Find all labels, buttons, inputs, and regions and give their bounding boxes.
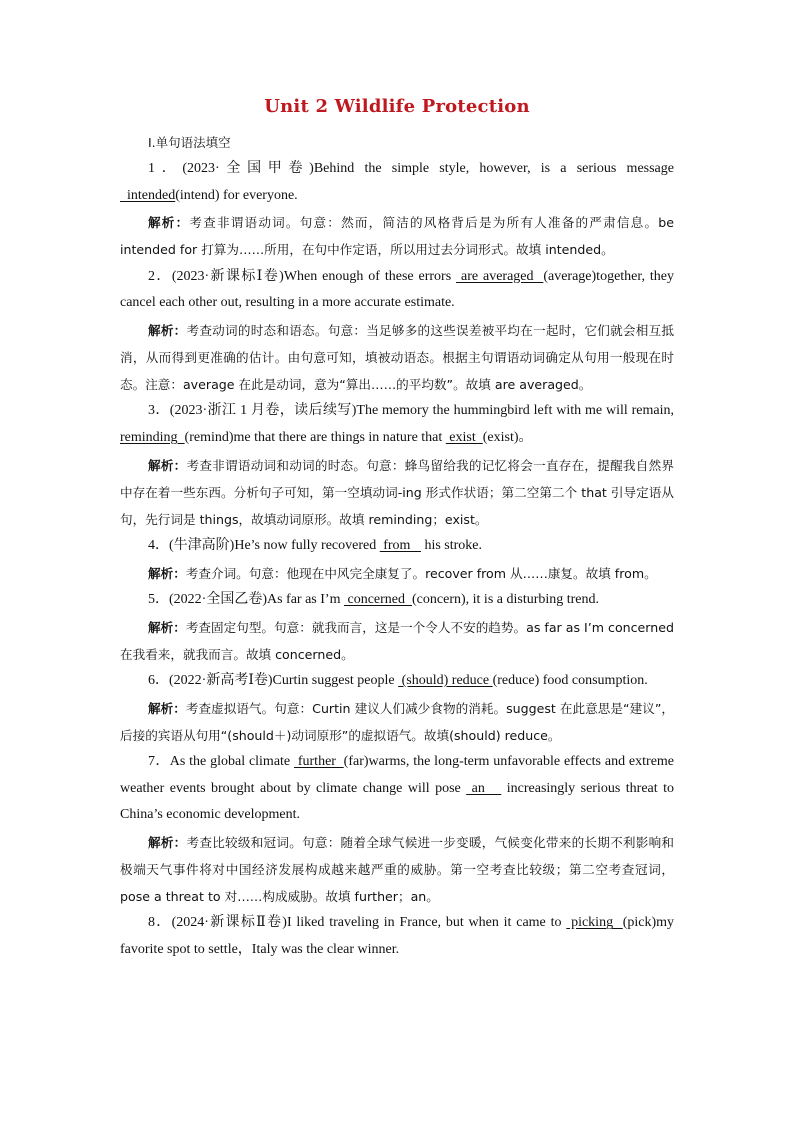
analysis-label: 解析： [148,322,187,338]
question-stem: I liked traveling in France, but when it came to [286,915,567,931]
question-source: (2022·新高考Ⅰ卷) [169,672,273,688]
analysis-text: 考查非谓语动词。句意：然而，简洁的风格背后是为所有人准备的严肃信息。be intended for 打算为……所用，在句中作定语，所以用过去分词形式。故填 intended。 [120,215,674,258]
answer-blank: exist [445,429,483,445]
answer-blank: from [379,538,421,554]
analysis [120,695,674,749]
question-text [120,587,674,614]
question-source: (2023·新课标Ⅰ卷) [171,268,284,284]
question-item [120,533,674,587]
question-text [120,910,674,963]
answer-blank: concerned [343,591,413,607]
question-stem: (intend) for everyone. [175,187,298,203]
question-source: (2022·全国乙卷) [169,591,267,607]
question-source: (2023·浙江 1 月卷，读后续写) [169,403,357,419]
question-number: 2． [148,268,172,284]
analysis-label: 解析： [148,700,186,716]
question-source: (2024·新课标Ⅱ卷) [171,915,287,931]
analysis [120,560,674,587]
question-text [120,264,674,317]
question-stem: The memory the hummingbird left with me will remain, [356,403,675,419]
question-number: 5． [148,591,169,607]
page-title: Unit 2 Wildlife Protection [264,96,530,117]
question-stem: (remind)me that there are things in nature that [184,429,446,445]
question-stem: his stroke. [420,538,483,554]
question-stem: (average)together, they cancel each other out, resulting in a more accurate estimate. [120,268,675,311]
analysis-label: 解析： [148,834,187,850]
question-item [120,749,674,910]
question-list [120,156,674,964]
question-stem: (pick)my favorite spot to settle，Italy was the clear winner. [120,915,675,957]
section-heading: Ⅰ.单句语法填空 [148,135,231,150]
analysis-label: 解析： [148,565,186,581]
analysis [120,829,674,911]
question-item [120,264,674,399]
analysis-text: 考查固定句型。句意：就我而言，这是一个令人不安的趋势。as far as I’m concerned 在我看来，就我而言。故填 concerned。 [120,619,674,662]
question-stem: Behind the simple style, however, is a serious message [313,161,674,176]
answer-blank: reminding [120,429,185,445]
question-stem: When enough of these errors [283,268,457,284]
question-stem: He’s now fully recovered [234,538,380,554]
analysis [120,317,674,399]
analysis [120,614,674,668]
analysis-text: 考查虚拟语气。句意：Curtin 建议人们减少食物的消耗。suggest 在此意思是“建议”，后接的宾语从句用“(should＋)动词原形”的虚拟语气。故填(should) reduce。 [120,700,674,743]
analysis-label: 解析： [148,619,186,635]
question-text [120,668,674,695]
question-source: (2023·全国甲卷) [182,161,314,176]
question-number: 4． [148,538,169,554]
answer-blank: picking [566,915,623,931]
question-text [120,398,674,451]
analysis-label: 解析： [148,457,187,473]
question-stem: (reduce) food consumption. [492,672,648,688]
question-number: 8． [148,915,172,931]
analysis [120,452,674,534]
question-number: 1． [148,161,183,176]
question-number: 3． [148,403,170,419]
question-text [120,533,674,560]
analysis-text: 考查非谓语动词和动词的时态。句意：蜂鸟留给我的记忆将会一直存在，提醒我自然界中存在着一些东西。分析句子可知，第一空填动词-ing 形式作状语；第二空第二个 that 引导定语从句，先行词是 things，故填动词原形。故填 reminding；exist。 [120,457,675,527]
question-stem: As far as I’m [267,591,344,607]
question-number: 7． [148,753,170,769]
analysis-text: 考查比较级和冠词。句意：随着全球气候进一步变暖，气候变化带来的长期不利影响和极端天气事件将对中国经济发展构成越来越严重的威胁。第一空考查比较级；第二空考查冠词，pose a threat to 对……构成威胁。故填 further；an。 [120,834,675,905]
analysis-text: 考查介词。句意：他现在中风完全康复了。recover from 从……康复。故填 from。 [185,565,657,581]
question-stem: (exist)。 [482,429,533,445]
answer-blank: an [466,780,502,796]
question-item [120,587,674,668]
answer-blank: are averaged [456,268,544,284]
question-item [120,910,674,963]
question-source: (牛津高阶) [169,538,235,554]
answer-blank: intended [120,187,176,203]
analysis-label: 解析： [148,215,190,231]
question-stem: (far)warms, the long-term unfavorable effects and extreme weather events brought about by climate change will pose [120,753,675,796]
question-stem: Curtin suggest people [272,672,399,688]
analysis [120,209,674,263]
question-stem: increasingly serious threat to China’s economic development. [120,780,674,823]
question-item [120,156,674,264]
question-text [120,156,674,209]
answer-blank: further [294,753,344,769]
analysis-text: 考查动词的时态和语态。句意：当足够多的这些误差被平均在一起时，它们就会相互抵消，从而得到更准确的估计。由句意可知，填被动语态。根据主句谓语动词确定从句用一般现在时态。注意：average 在此是动词，意为“算出……的平均数”。故填 are averaged。 [120,322,675,393]
question-item [120,398,674,533]
question-stem: As the global climate [169,753,294,769]
question-stem: (concern), it is a disturbing trend. [412,591,600,607]
question-text [120,749,674,829]
question-number: 6． [148,672,169,688]
question-item [120,668,674,749]
answer-blank: (should) reduce [398,672,493,688]
